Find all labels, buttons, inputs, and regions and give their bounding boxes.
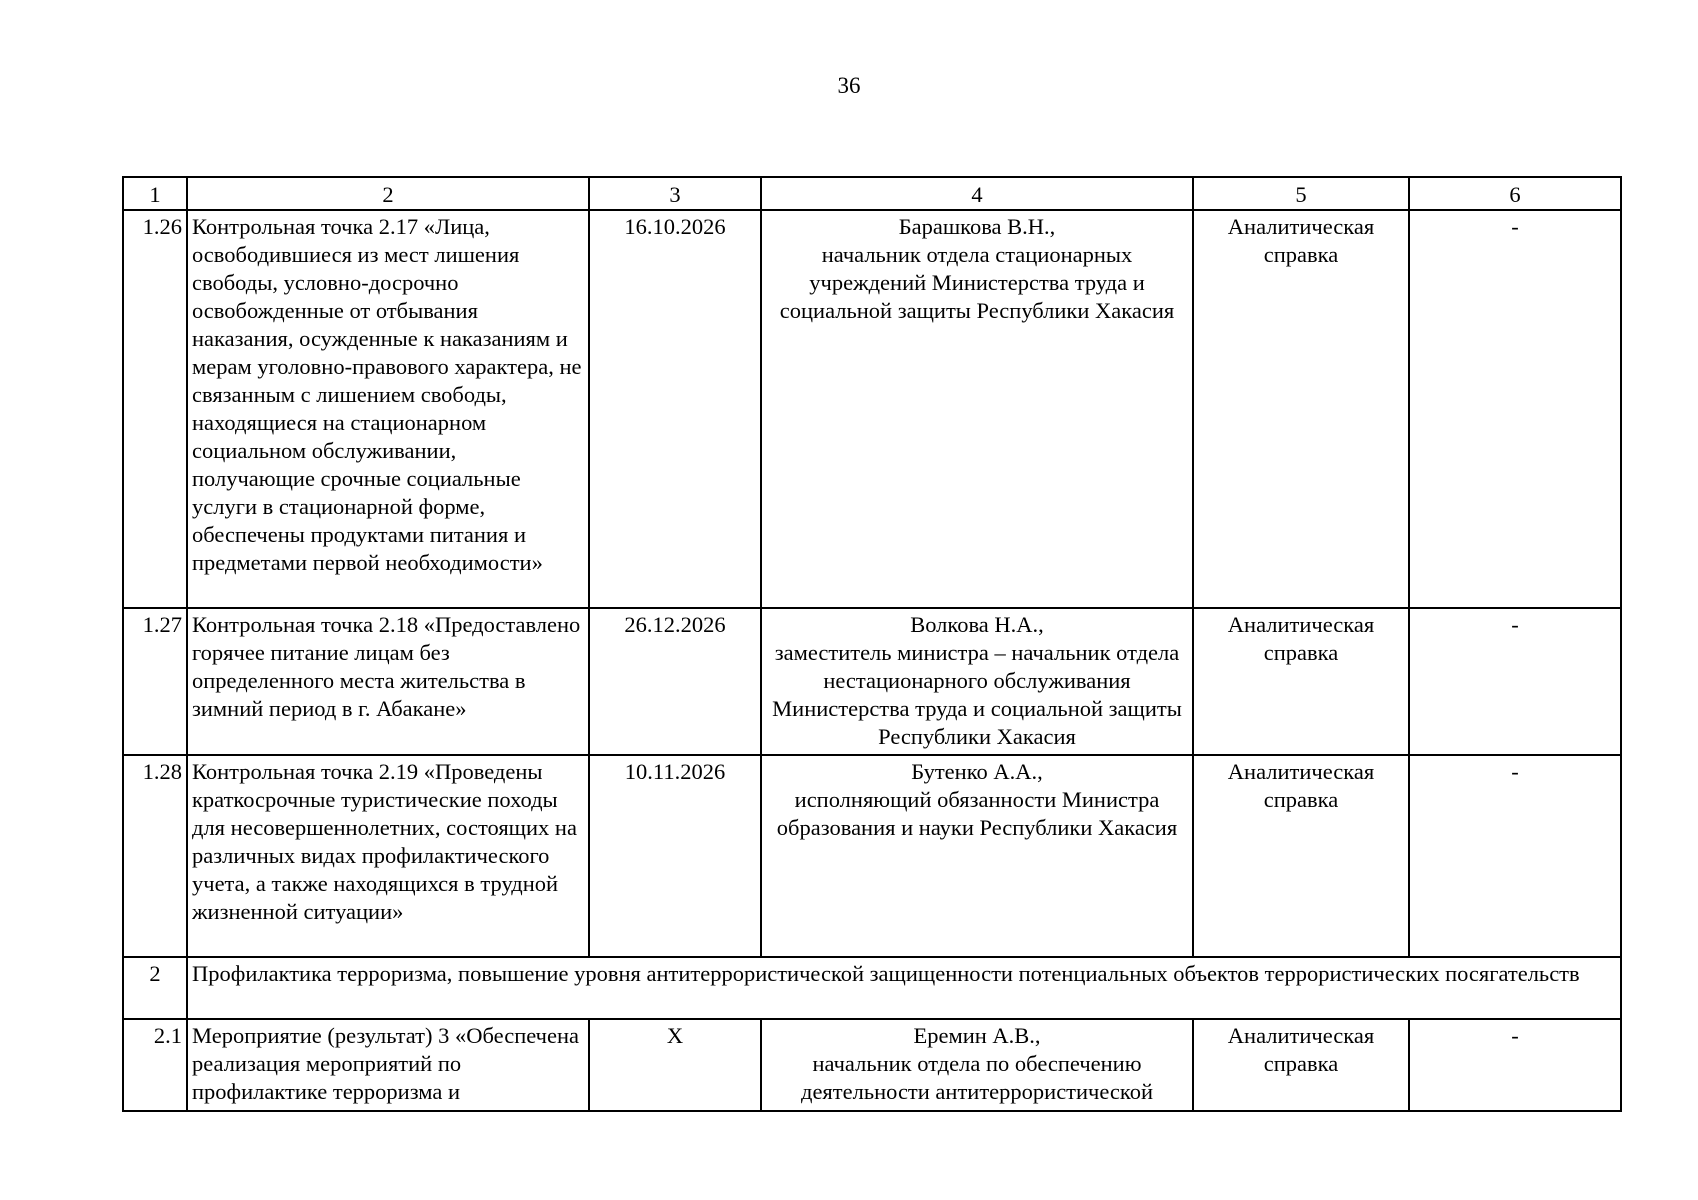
header-cell-3: 3 bbox=[589, 177, 761, 210]
row-col6: - bbox=[1409, 1019, 1621, 1111]
section-row bbox=[123, 957, 1621, 1019]
responsible-position: заместитель министра – начальник отдела нестационарного обслуживания Министерства труда и социальной защиты Республики Хакасия bbox=[772, 640, 1182, 749]
row-number: 1.28 bbox=[123, 755, 187, 957]
responsible-name: Еремин А.В., bbox=[913, 1023, 1041, 1048]
responsible-name: Барашкова В.Н., bbox=[898, 214, 1056, 239]
header-cell-5: 5 bbox=[1193, 177, 1409, 210]
section-number: 2 bbox=[123, 957, 187, 1019]
table-row bbox=[123, 755, 1621, 957]
responsible-position: начальник отдела по обеспечению деятельности антитеррористической bbox=[801, 1051, 1153, 1104]
table-header-row bbox=[123, 177, 1621, 210]
row-col6: - bbox=[1409, 608, 1621, 755]
row-date: 26.12.2026 bbox=[589, 608, 761, 755]
row-responsible bbox=[761, 755, 1193, 957]
row-document: Аналитическая справка bbox=[1193, 210, 1409, 608]
row-document: Аналитическая справка bbox=[1193, 1019, 1409, 1111]
responsible-name: Волкова Н.А., bbox=[910, 612, 1044, 637]
row-number: 1.27 bbox=[123, 608, 187, 755]
header-cell-4: 4 bbox=[761, 177, 1193, 210]
row-description: Контрольная точка 2.17 «Лица, освободившиеся из мест лишения свободы, условно-досрочно освобожденные от отбывания наказания, осужденные к наказаниям и мерам уголовно-правового характера, не связанным с лишением свободы, находящиеся на стационарном социальном обслуживании, получающие срочные социальные услуги в стационарной форме, обеспечены продуктами питания и предметами первой необходимости» bbox=[187, 210, 589, 608]
row-document: Аналитическая справка bbox=[1193, 608, 1409, 755]
header-cell-2: 2 bbox=[187, 177, 589, 210]
section-title: Профилактика терроризма, повышение уровня антитеррористической защищенности потенциальных объектов террористических посягательств bbox=[187, 957, 1621, 1019]
row-description: Мероприятие (результат) 3 «Обеспечена реализация мероприятий по профилактике терроризма и bbox=[187, 1019, 589, 1111]
row-date: 16.10.2026 bbox=[589, 210, 761, 608]
row-description: Контрольная точка 2.18 «Предоставлено горячее питание лицам без определенного места жительства в зимний период в г. Абакане» bbox=[187, 608, 589, 755]
row-document: Аналитическая справка bbox=[1193, 755, 1409, 957]
responsible-position: начальник отдела стационарных учреждений Министерства труда и социальной защиты Республики Хакасия bbox=[779, 242, 1175, 323]
row-date: 10.11.2026 bbox=[589, 755, 761, 957]
row-col6: - bbox=[1409, 210, 1621, 608]
header-cell-6: 6 bbox=[1409, 177, 1621, 210]
row-number: 2.1 bbox=[123, 1019, 187, 1111]
table-row bbox=[123, 608, 1621, 755]
table-row bbox=[123, 210, 1621, 608]
page-number: 36 bbox=[837, 73, 861, 98]
responsible-position: исполняющий обязанности Министра образования и науки Республики Хакасия bbox=[776, 787, 1178, 840]
header-cell-1: 1 bbox=[123, 177, 187, 210]
table-row bbox=[123, 1019, 1621, 1111]
responsible-name: Бутенко А.А., bbox=[911, 759, 1043, 784]
row-description: Контрольная точка 2.19 «Проведены краткосрочные туристические походы для несовершеннолетних, состоящих на различных видах профилактического учета, а также находящихся в трудной жизненной ситуации» bbox=[187, 755, 589, 957]
row-responsible bbox=[761, 1019, 1193, 1111]
row-number: 1.26 bbox=[123, 210, 187, 608]
plan-table bbox=[122, 176, 1622, 1112]
row-col6: - bbox=[1409, 755, 1621, 957]
row-responsible bbox=[761, 608, 1193, 755]
row-date: Х bbox=[589, 1019, 761, 1111]
row-responsible bbox=[761, 210, 1193, 608]
